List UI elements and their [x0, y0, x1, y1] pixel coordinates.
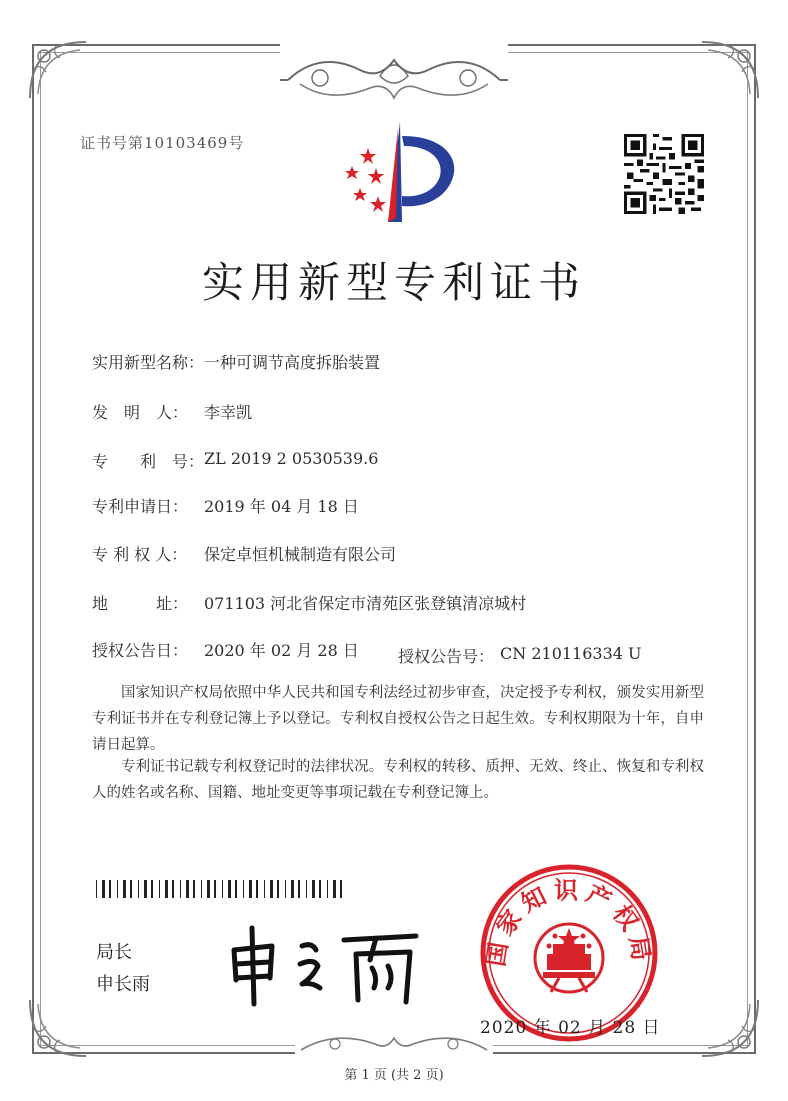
signatory-title: 局长	[96, 942, 132, 963]
certificate-number: 证书号第10103469号	[80, 134, 245, 152]
seal-text: 国家知识产权局	[481, 876, 657, 969]
signatory-name: 申长雨	[96, 974, 150, 995]
qr-code-icon	[624, 134, 704, 214]
field-patent-number-value: ZL 2019 2 0530539.6	[204, 449, 379, 468]
field-grant-announcement-number-label: 授权公告号：	[398, 647, 495, 666]
corner-ornament-bottom-left-icon	[26, 990, 96, 1060]
field-inventor-label: 发 明 人：	[92, 403, 189, 422]
page-number: 第 1 页 (共 2 页)	[344, 1068, 444, 1083]
field-grant-announcement-date-label: 授权公告日：	[92, 641, 189, 660]
body-paragraph-2: 专利证书记载专利权登记时的法律状况。专利权的转移、质押、无效、终止、恢复和专利权人的姓名或名称、国籍、地址变更等事项记载在专利登记簿上。	[92, 759, 704, 801]
field-address-label: 地 址：	[92, 594, 189, 613]
certificate-title: 实用新型专利证书	[201, 258, 586, 307]
seal-date: 2020 年 02 月 28 日	[480, 1018, 661, 1038]
field-application-date-value: 2019 年 04 月 18 日	[204, 497, 359, 516]
handwritten-signature-icon	[220, 920, 430, 1010]
field-grant-announcement-date-value: 2020 年 02 月 28 日	[204, 641, 359, 660]
corner-ornament-top-right-icon	[692, 38, 762, 108]
field-utility-model-name-value: 一种可调节高度拆胎装置	[204, 353, 381, 372]
barcode-icon	[96, 880, 346, 898]
body-paragraph-1: 国家知识产权局依照中华人民共和国专利法经过初步审查，决定授予专利权，颁发实用新型专利证书并在专利登记簿上予以登记。专利权自授权公告之日起生效。专利权期限为十年，自申请日起算。	[92, 685, 704, 753]
corner-ornament-top-left-icon	[26, 38, 96, 108]
field-application-date-label: 专利申请日：	[92, 497, 189, 516]
corner-ornament-bottom-right-icon	[692, 990, 762, 1060]
field-grant-announcement-number-value: CN 210116334 U	[500, 644, 642, 663]
top-scroll-ornament-icon	[280, 40, 508, 120]
field-patent-number-label: 专 利 号：	[92, 452, 205, 471]
field-patentee-label: 专 利 权 人：	[92, 545, 188, 564]
field-utility-model-name-label: 实用新型名称：	[92, 353, 205, 372]
patent-office-logo-icon	[330, 118, 470, 230]
field-address-value: 071103 河北省保定市清苑区张登镇清凉城村	[204, 594, 527, 613]
field-inventor-value: 李幸凯	[204, 403, 253, 422]
field-patentee-value: 保定卓恒机械制造有限公司	[204, 545, 397, 564]
bottom-scroll-ornament-icon	[295, 1028, 493, 1062]
